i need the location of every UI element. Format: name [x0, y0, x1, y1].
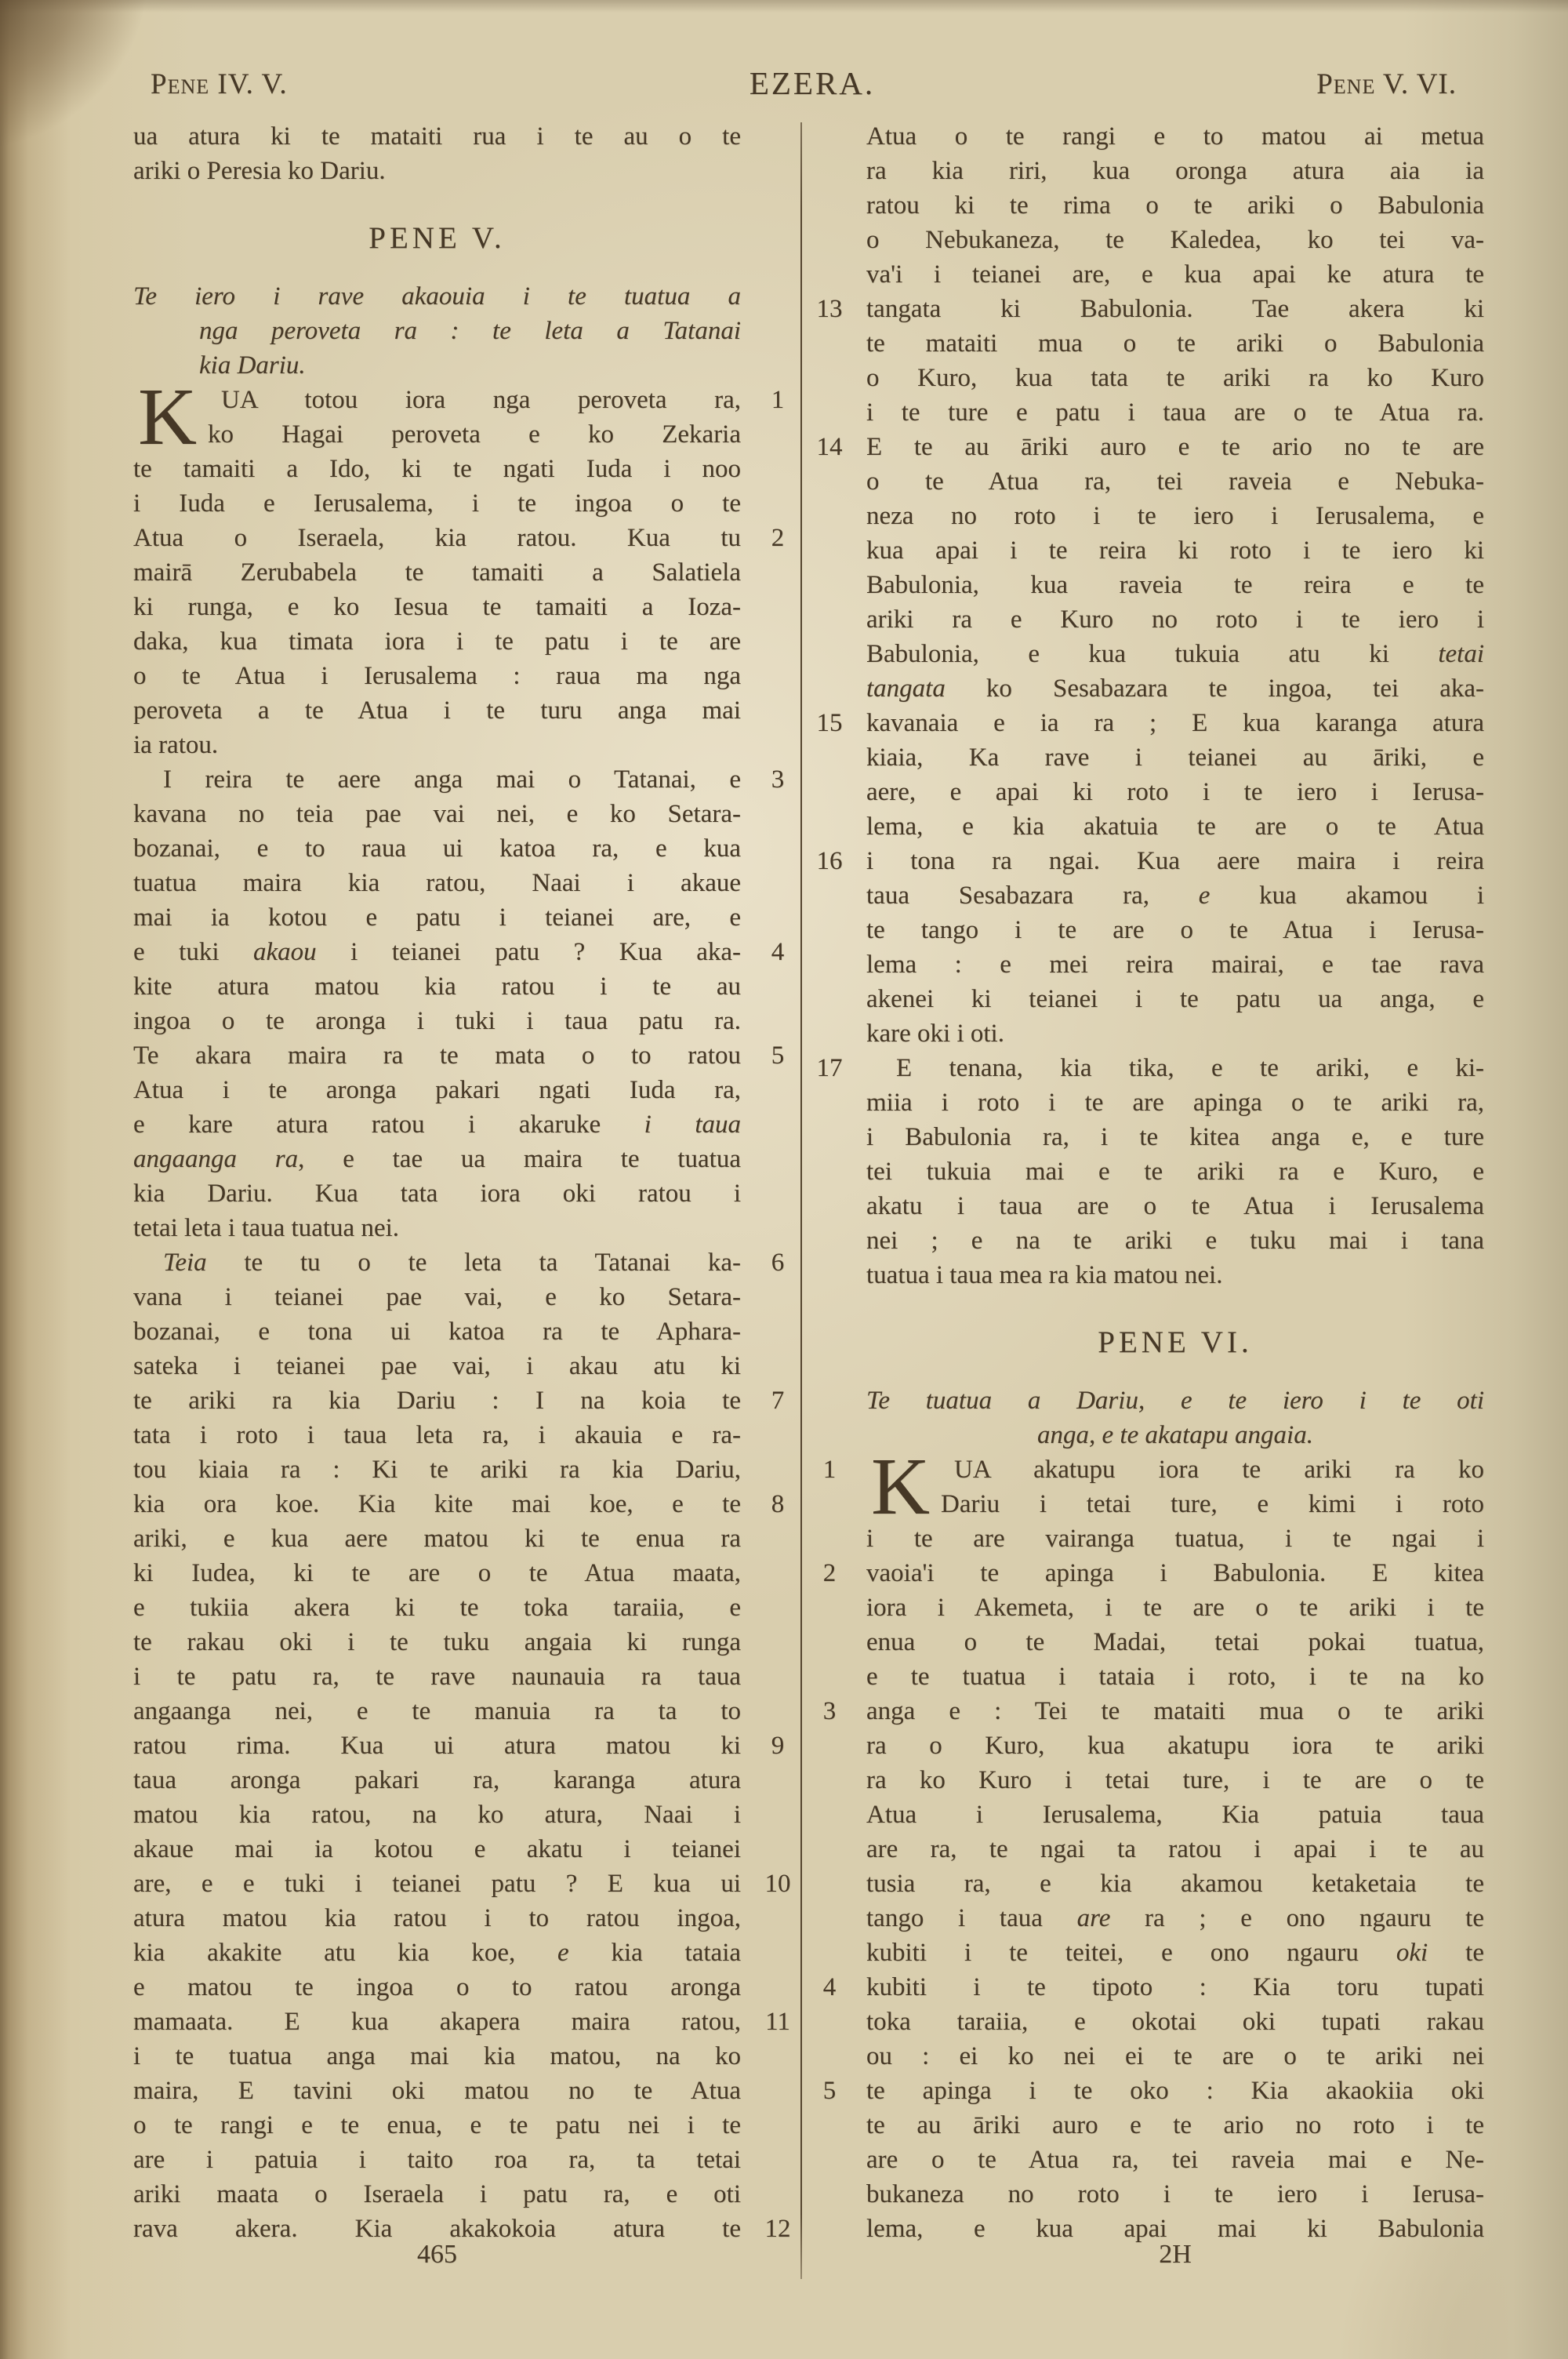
line-text: te mataiti mua o te ariki o Babulonia — [866, 329, 1484, 358]
text-line — [866, 1189, 1484, 1223]
page-number: 465 — [417, 2240, 457, 2269]
line-text: enua o te Madai, tetai pokai tuatua, — [866, 1628, 1484, 1656]
text-line — [133, 1004, 741, 1038]
text-line — [866, 1383, 1484, 1418]
text-line — [133, 1521, 741, 1556]
line-text: ra ko Kuro i tetai ture, i te are o te — [866, 1766, 1484, 1794]
text-line — [133, 417, 741, 452]
line-text: lema : e mei reira mairai, e tae rava — [866, 951, 1484, 979]
text-line — [866, 1521, 1484, 1556]
text-line — [866, 568, 1484, 602]
line-text: kia Dariu. — [199, 351, 306, 380]
verse-number: 1 — [822, 1456, 837, 1484]
text-line — [866, 2143, 1484, 2177]
line-text: Atua i te aronga pakari ngati Iuda ra, — [133, 1076, 741, 1104]
line-text: tei tukuia mai e te ariki ra e Kuro, e — [866, 1158, 1484, 1186]
text-line — [866, 1120, 1484, 1154]
text-line — [133, 1763, 741, 1797]
text-line — [133, 1176, 741, 1211]
text-line — [866, 1832, 1484, 1866]
line-text: E tenana, kia tika, e te ariki, e ki- — [896, 1054, 1484, 1082]
text-line — [133, 693, 741, 728]
text-line — [133, 1694, 741, 1728]
line-text: tusia ra, e kia akamou ketaketaia te — [866, 1870, 1484, 1898]
text-column-left — [133, 119, 791, 2246]
text-line — [133, 1142, 741, 1176]
line-text: e tuki akaou i teianei patu ? Kua aka- — [133, 938, 742, 966]
text-line — [133, 486, 741, 521]
text-line — [133, 590, 741, 624]
text-line — [866, 1418, 1484, 1452]
text-line — [133, 314, 741, 348]
line-text: mai ia kotou e patu i teianei are, e — [133, 903, 741, 932]
text-line — [866, 2108, 1484, 2143]
line-text: peroveta a te Atua i te turu anga mai — [133, 696, 741, 725]
line-text: UA akatupu iora te ariki ra ko — [954, 1456, 1484, 1484]
text-line — [822, 1970, 1484, 2005]
line-text: vaoia'i te apinga i Babulonia. E kitea — [866, 1559, 1484, 1587]
text-line — [133, 2005, 790, 2039]
line-text: Te akara maira ra te mata o to ratou — [133, 1041, 741, 1070]
text-line — [866, 913, 1484, 947]
line-text: e matou te ingoa o to ratou aronga — [133, 1973, 741, 2001]
verse-number: 4 — [771, 938, 785, 966]
text-line — [822, 1556, 1484, 1590]
line-text: iora i Akemeta, i te are o te ariki i te — [866, 1594, 1484, 1622]
line-text: toka taraiia, e okotai oki tupati rakau — [866, 2008, 1484, 2036]
line-text: ratou ki te rima o te ariki o Babulonia — [866, 191, 1484, 220]
text-line — [133, 1970, 741, 2005]
text-line — [133, 1625, 741, 1659]
line-text: i Iuda e Ierusalema, i te ingoa o te — [133, 489, 741, 518]
line-text: ua atura ki te mataiti rua i te au o te — [133, 122, 741, 151]
text-line — [816, 292, 1484, 326]
line-text: i te patu ra, te rave naunauia ra taua — [133, 1663, 741, 1691]
verse-number: 15 — [816, 709, 843, 737]
text-line — [133, 348, 741, 383]
text-line — [133, 1590, 741, 1625]
verse-number: 14 — [816, 433, 843, 461]
line-text: taua Sesabazara ra, e kua akamou i — [866, 881, 1485, 910]
line-text: kavanaia e ia ra ; E kua karanga atura — [866, 709, 1484, 737]
text-line — [866, 188, 1484, 223]
line-text: nga peroveta ra : te leta a Tatanai — [199, 317, 741, 345]
text-line — [866, 2005, 1484, 2039]
text-line — [133, 521, 785, 555]
line-text: tuatua i taua mea ra kia matou nei. — [866, 1261, 1223, 1289]
text-line — [866, 1763, 1484, 1797]
verse-number: 5 — [771, 1041, 785, 1070]
line-text: te au āriki auro e te ario no roto i te — [866, 2111, 1484, 2139]
text-line — [866, 637, 1484, 671]
text-line — [133, 1418, 741, 1452]
line-text: aere, e apai ki roto i te iero i Ierusa- — [866, 778, 1484, 806]
chapter-heading: PENE V. — [368, 221, 506, 255]
line-text: matou kia ratou, na ko atura, Naai i — [133, 1801, 741, 1829]
line-text: te tamaiti a Ido, ki te ngati Iuda i noo — [133, 455, 741, 483]
line-text: te apinga i te oko : Kia akaokiia oki — [866, 2077, 1484, 2105]
line-text: bukaneza no roto i te iero i Ierusa- — [866, 2180, 1484, 2208]
verse-number: 2 — [822, 1559, 837, 1587]
verse-number: 1 — [771, 386, 785, 414]
line-text: ratou rima. Kua ui atura matou ki — [133, 1732, 741, 1760]
text-line — [866, 395, 1484, 430]
text-line — [133, 831, 741, 866]
text-line — [866, 533, 1484, 568]
verse-number: 8 — [771, 1490, 785, 1518]
signature-mark: 2H — [1159, 2240, 1192, 2269]
text-line — [866, 1797, 1484, 1832]
text-line — [133, 900, 741, 935]
text-column-right — [816, 119, 1485, 2246]
line-text: Babulonia, e kua tukuia atu ki tetai — [866, 640, 1484, 668]
line-text: tetai leta i taua tuatua nei. — [133, 1214, 400, 1242]
text-line — [866, 361, 1484, 395]
running-head-left: Pene IV. V. — [151, 68, 288, 100]
verse-number: 10 — [764, 1870, 791, 1898]
verse-number: 2 — [771, 524, 785, 552]
line-text: i te ture e patu i taua are o te Atua ra. — [866, 398, 1484, 427]
line-text: e tukiia akera ki te toka taraiia, e — [133, 1594, 741, 1622]
line-text: tou kiaia ra : Ki te ariki ra kia Dariu, — [133, 1456, 741, 1484]
verse-number: 13 — [816, 295, 843, 323]
text-line — [866, 1590, 1484, 1625]
text-line — [133, 1728, 785, 1763]
text-line — [133, 2074, 741, 2108]
verse-number: 4 — [822, 1973, 837, 2001]
line-text: o Kuro, kua tata te ariki ra ko Kuro — [866, 364, 1484, 392]
line-text: i tona ra ngai. Kua aere maira i reira — [866, 847, 1484, 875]
line-text: o te Atua ra, tei raveia e Nebuka- — [866, 467, 1484, 496]
text-line — [822, 1694, 1484, 1728]
line-text: ingoa o te aronga i tuki i taua patu ra. — [133, 1007, 741, 1035]
line-text: kua apai i te reira ki roto i te iero ki — [866, 536, 1484, 565]
text-line — [133, 452, 741, 486]
line-text: Te iero i rave akaouia i te tuatua a — [133, 282, 741, 311]
line-text: i te tuatua anga mai kia matou, na ko — [133, 2042, 741, 2070]
line-text: ia ratou. — [133, 731, 219, 759]
line-text: ariki ra e Kuro no roto i te iero i — [866, 605, 1484, 634]
text-line — [133, 1383, 785, 1418]
line-text: akaue mai ia kotou e akatu i teianei — [133, 1835, 741, 1863]
text-line — [866, 1487, 1484, 1521]
verse-number: 3 — [822, 1697, 837, 1725]
text-line — [866, 223, 1484, 257]
text-line — [133, 762, 785, 797]
line-text: kite atura matou kia ratou i te au — [133, 972, 741, 1001]
text-line — [133, 279, 741, 314]
line-text: tuatua maira kia ratou, Naai i akaue — [133, 869, 741, 897]
text-line — [133, 1038, 785, 1073]
text-line — [866, 1085, 1484, 1120]
text-line — [133, 555, 741, 590]
running-head-right: Pene V. VI. — [1316, 68, 1457, 100]
text-line — [866, 1154, 1484, 1189]
drop-cap-initial: K — [138, 372, 198, 462]
text-line — [816, 1051, 1484, 1085]
text-line — [866, 1901, 1484, 1936]
text-line — [866, 878, 1484, 913]
text-line — [866, 1223, 1484, 1258]
text-line — [133, 1659, 741, 1694]
line-text: tango i taua are ra ; e ono ngauru te — [866, 1904, 1484, 1932]
line-text: ou : ei ko nei ei te are o te ariki nei — [866, 2042, 1484, 2070]
text-line — [866, 1625, 1484, 1659]
verse-number: 9 — [771, 1732, 785, 1760]
text-line — [133, 1280, 741, 1314]
text-line — [133, 1832, 741, 1866]
text-line — [133, 1211, 741, 1245]
verse-number: 12 — [764, 2215, 791, 2243]
text-line — [133, 1107, 741, 1142]
line-text: o te Atua i Ierusalema : raua ma nga — [133, 662, 741, 690]
text-line — [866, 326, 1484, 361]
line-text: UA totou iora nga peroveta ra, — [221, 386, 741, 414]
line-text: akenei ki teianei i te patu ua anga, e — [866, 985, 1484, 1013]
line-text: tangata ki Babulonia. Tae akera ki — [866, 295, 1484, 323]
text-line — [133, 2177, 741, 2212]
line-text: vana i teianei pae vai, e ko Setara- — [133, 1283, 741, 1311]
line-text: I reira te aere anga mai o Tatanai, e — [163, 765, 741, 794]
text-line — [866, 1866, 1484, 1901]
text-line — [133, 2108, 741, 2143]
line-text: ariki, e kua aere matou ki te enua ra — [133, 1525, 741, 1553]
text-line — [816, 430, 1484, 464]
verse-number: 16 — [816, 847, 843, 875]
line-text: o te rangi e te enua, e te patu nei i te — [133, 2111, 741, 2139]
text-line — [866, 982, 1484, 1016]
line-text: E te au āriki auro e te ario no te are — [866, 433, 1484, 461]
line-text: Dariu i tetai ture, e kimi i roto — [941, 1490, 1484, 1518]
text-line — [133, 1487, 785, 1521]
text-line — [133, 2143, 741, 2177]
line-text: angaanga ra, e tae ua maira te tuatua — [133, 1145, 741, 1173]
line-text: nei ; e na te ariki e tuku mai i tana — [866, 1227, 1484, 1255]
line-text: Te tuatua a Dariu, e te iero i te oti — [866, 1387, 1484, 1415]
text-line — [133, 1245, 785, 1280]
line-text: te tango i te are o te Atua i Ierusa- — [866, 916, 1484, 944]
line-text: bozanai, e to raua ui katoa ra, e kua — [133, 834, 741, 863]
line-text: kubiti i te teitei, e ono ngauru oki te — [866, 1939, 1484, 1967]
text-line — [866, 1659, 1484, 1694]
line-text: e kare atura ratou i akaruke i taua — [133, 1110, 741, 1139]
text-line — [133, 1073, 741, 1107]
verse-number: 6 — [771, 1249, 785, 1277]
text-line — [866, 809, 1484, 844]
line-text: lema, e kia akatuia te are o te Atua — [866, 812, 1484, 841]
text-line — [866, 740, 1484, 775]
text-line — [866, 499, 1484, 533]
line-text: ra kia riri, kua oronga atura aia ia — [866, 157, 1484, 185]
line-text: e te tuatua i tataia i roto, i te na ko — [866, 1663, 1484, 1691]
line-text: kia ora koe. Kia kite mai koe, e te — [133, 1490, 741, 1518]
line-text: are i patuia i taito roa ra, ta tetai — [133, 2146, 741, 2174]
text-line — [133, 728, 741, 762]
line-text: bozanai, e tona ui katoa ra te Aphara- — [133, 1318, 741, 1346]
line-text: ariki maata o Iseraela i patu ra, e oti — [133, 2180, 741, 2208]
text-line — [822, 2074, 1484, 2108]
line-text: i te are vairanga tuatua, i te ngai i — [866, 1525, 1484, 1553]
text-line — [866, 2177, 1484, 2212]
text-line — [133, 659, 741, 693]
text-line — [866, 1258, 1484, 1292]
verse-number: 7 — [771, 1387, 785, 1415]
line-text: Babulonia, kua raveia te reira e te — [866, 571, 1484, 599]
line-text: are, e e tuki i teianei patu ? E kua ui — [133, 1870, 741, 1898]
text-line — [866, 1016, 1484, 1051]
text-line — [133, 935, 785, 969]
text-line — [133, 1866, 791, 1901]
text-line — [133, 1314, 741, 1349]
line-text: Atua o Iseraela, kia ratou. Kua tu — [133, 524, 741, 552]
line-text: i Babulonia ra, i te kitea anga e, e ture — [866, 1123, 1484, 1151]
line-text: tangata ko Sesabazara te ingoa, tei aka- — [866, 674, 1484, 703]
text-line — [866, 947, 1484, 982]
text-line — [866, 2039, 1484, 2074]
line-text: kia Dariu. Kua tata iora oki ratou i — [133, 1180, 741, 1208]
text-line — [866, 1936, 1484, 1970]
line-text: o Nebukaneza, te Kaledea, ko tei va- — [866, 226, 1484, 254]
text-line — [133, 154, 741, 188]
text-line — [866, 154, 1484, 188]
text-line — [866, 1728, 1484, 1763]
text-line — [866, 775, 1484, 809]
column-divider-rule — [800, 122, 802, 2279]
text-line — [816, 706, 1484, 740]
text-line — [816, 844, 1484, 878]
drop-cap-initial: K — [871, 1441, 931, 1532]
line-text: sateka i teianei pae vai, i akau atu ki — [133, 1352, 741, 1380]
text-line — [133, 1901, 741, 1936]
line-text: taua aronga pakari ra, karanga atura — [133, 1766, 741, 1794]
text-line — [133, 866, 741, 900]
line-text: kubiti i te tipoto : Kia toru tupati — [866, 1973, 1484, 2001]
line-text: kia akakite atu kia koe, e kia tataia — [133, 1939, 742, 1967]
line-text: atura matou kia ratou i to ratou ingoa, — [133, 1904, 741, 1932]
line-text: kare oki i oti. — [866, 1020, 1004, 1048]
line-text: Teia te tu o te leta ta Tatanai ka- — [163, 1249, 741, 1277]
verse-number: 5 — [822, 2077, 837, 2105]
text-line — [866, 602, 1484, 637]
line-text: anga e : Tei te mataiti mua o te ariki — [866, 1697, 1484, 1725]
line-text: ki runga, e ko Iesua te tamaiti a Ioza- — [133, 593, 741, 621]
line-text: neza no roto i te iero i Ierusalema, e — [866, 502, 1484, 530]
text-line — [866, 464, 1484, 499]
line-text: kiaia, Ka rave i teianei au āriki, e — [866, 743, 1484, 772]
line-text: angaanga nei, e te manuia ra ta to — [133, 1697, 741, 1725]
verse-number: 3 — [771, 765, 785, 794]
text-line — [133, 969, 741, 1004]
running-head-title: EZERA. — [749, 65, 876, 101]
text-line — [133, 2039, 741, 2074]
line-text: maira, E tavini oki matou no te Atua — [133, 2077, 741, 2105]
line-text: miia i roto i te are apinga o te ariki ra, — [866, 1089, 1484, 1117]
line-text: anga, e te akatapu angaia. — [1037, 1421, 1313, 1449]
line-text: te ariki ra kia Dariu : I na koia te — [133, 1387, 741, 1415]
text-line — [866, 119, 1484, 154]
line-text: akatu i taua are o te Atua i Ierusalema — [866, 1192, 1484, 1220]
text-line — [133, 1936, 741, 1970]
line-text: mairā Zerubabela te tamaiti a Salatiela — [133, 558, 741, 587]
line-text: Atua o te rangi e to matou ai metua — [866, 122, 1484, 151]
line-text: ariki o Peresia ko Dariu. — [133, 157, 386, 185]
line-text: lema, e kua apai mai ki Babulonia — [866, 2215, 1484, 2243]
text-line — [133, 797, 741, 831]
verse-number: 17 — [816, 1054, 843, 1082]
text-line — [133, 624, 741, 659]
line-text: tata i roto i taua leta ra, i akauia e ra- — [133, 1421, 741, 1449]
text-line — [133, 1556, 741, 1590]
text-line — [866, 671, 1484, 706]
chapter-heading: PENE VI. — [1098, 1325, 1253, 1359]
line-text: rava akera. Kia akakokoia atura te — [133, 2215, 741, 2243]
line-text: ra o Kuro, kua akatupu iora te ariki — [866, 1732, 1484, 1760]
text-line — [133, 119, 741, 154]
line-text: kavana no teia pae vai nei, e ko Setara- — [133, 800, 741, 828]
line-text: are ra, te ngai ta ratou i apai i te au — [866, 1835, 1484, 1863]
text-line — [133, 1452, 741, 1487]
line-text: va'i i teianei are, e kua apai ke atura te — [866, 260, 1484, 289]
verse-number: 11 — [765, 2008, 790, 2036]
text-line — [133, 1797, 741, 1832]
text-line — [866, 257, 1484, 292]
line-text: Atua i Ierusalema, Kia patuia taua — [866, 1801, 1484, 1829]
line-text: mamaata. E kua akapera maira ratou, — [133, 2008, 741, 2036]
line-text: te rakau oki i te tuku angaia ki runga — [133, 1628, 741, 1656]
line-text: ko Hagai peroveta e ko Zekaria — [208, 420, 741, 449]
line-text: ki Iudea, ki te are o te Atua maata, — [133, 1559, 741, 1587]
line-text: daka, kua timata iora i te patu i te are — [133, 627, 741, 656]
line-text: are o te Atua ra, tei raveia mai e Ne- — [866, 2146, 1484, 2174]
text-line — [133, 1349, 741, 1383]
